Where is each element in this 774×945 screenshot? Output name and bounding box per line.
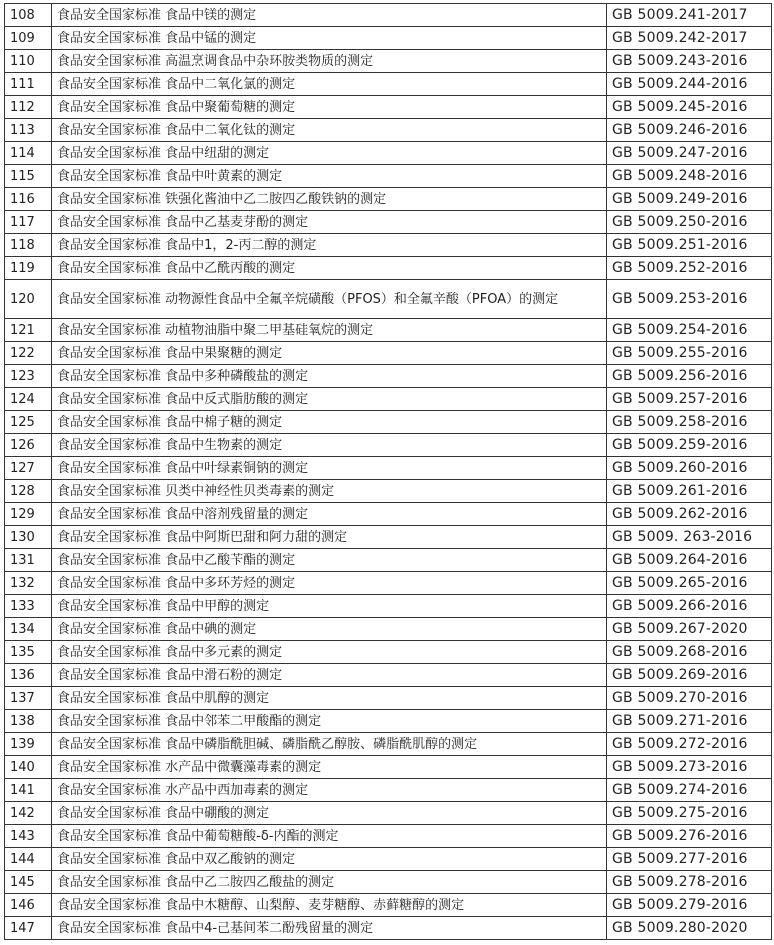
table-row xyxy=(5,27,772,50)
standard-name-cell: 食品安全国家标准 食品中纽甜的测定 xyxy=(52,142,607,165)
standard-name-cell: 食品安全国家标准 食品中乙酰丙酸的测定 xyxy=(52,257,607,280)
standard-code-cell: GB 5009.258-2016 xyxy=(607,411,772,434)
standard-name-cell: 食品安全国家标准 食品中阿斯巴甜和阿力甜的测定 xyxy=(52,526,607,549)
row-number-cell: 117 xyxy=(5,211,52,234)
table-row xyxy=(5,142,772,165)
row-number-cell: 121 xyxy=(5,319,52,342)
row-number-cell: 119 xyxy=(5,257,52,280)
standard-code-cell: GB 5009.269-2016 xyxy=(607,664,772,687)
row-number-cell: 135 xyxy=(5,641,52,664)
standard-name-cell: 食品安全国家标准 食品中多环芳烃的测定 xyxy=(52,572,607,595)
standard-code-cell: GB 5009.253-2016 xyxy=(607,280,772,319)
row-number-cell: 118 xyxy=(5,234,52,257)
row-number-cell: 129 xyxy=(5,503,52,526)
row-number-cell: 147 xyxy=(5,917,52,940)
standard-code-cell: GB 5009.266-2016 xyxy=(607,595,772,618)
table-row xyxy=(5,388,772,411)
table-row xyxy=(5,871,772,894)
row-number-cell: 146 xyxy=(5,894,52,917)
table-row xyxy=(5,211,772,234)
table-row xyxy=(5,549,772,572)
row-number-cell: 134 xyxy=(5,618,52,641)
standard-name-cell: 食品安全国家标准 贝类中神经性贝类毒素的测定 xyxy=(52,480,607,503)
table-row xyxy=(5,73,772,96)
table-row xyxy=(5,779,772,802)
standard-code-cell: GB 5009.254-2016 xyxy=(607,319,772,342)
row-number-cell: 120 xyxy=(5,280,52,319)
standard-code-cell: GB 5009.268-2016 xyxy=(607,641,772,664)
row-number-cell: 113 xyxy=(5,119,52,142)
table-row xyxy=(5,480,772,503)
table-row xyxy=(5,595,772,618)
standard-code-cell: GB 5009.243-2016 xyxy=(607,50,772,73)
row-number-cell: 138 xyxy=(5,710,52,733)
standard-name-cell: 食品安全国家标准 食品中滑石粉的测定 xyxy=(52,664,607,687)
row-number-cell: 132 xyxy=(5,572,52,595)
standard-name-cell: 食品安全国家标准 动植物油脂中聚二甲基硅氧烷的测定 xyxy=(52,319,607,342)
table-row xyxy=(5,572,772,595)
standard-name-cell: 食品安全国家标准 食品中乙二胺四乙酸盐的测定 xyxy=(52,871,607,894)
row-number-cell: 137 xyxy=(5,687,52,710)
standard-code-cell: GB 5009.280-2020 xyxy=(607,917,772,940)
standard-name-cell: 食品安全国家标准 食品中乙酸苄酯的测定 xyxy=(52,549,607,572)
table-row xyxy=(5,4,772,27)
standard-code-cell: GB 5009.261-2016 xyxy=(607,480,772,503)
row-number-cell: 126 xyxy=(5,434,52,457)
standard-code-cell: GB 5009.276-2016 xyxy=(607,825,772,848)
row-number-cell: 127 xyxy=(5,457,52,480)
standard-name-cell: 食品安全国家标准 食品中叶绿素铜钠的测定 xyxy=(52,457,607,480)
standard-code-cell: GB 5009.242-2017 xyxy=(607,27,772,50)
row-number-cell: 114 xyxy=(5,142,52,165)
standard-code-cell: GB 5009.277-2016 xyxy=(607,848,772,871)
standard-name-cell: 食品安全国家标准 食品中双乙酸钠的测定 xyxy=(52,848,607,871)
standard-name-cell: 食品安全国家标准 动物源性食品中全氟辛烷磺酸（PFOS）和全氟辛酸（PFOA）的测定 xyxy=(52,280,607,319)
standards-table xyxy=(4,3,772,940)
standard-name-cell: 食品安全国家标准 食品中二氧化钛的测定 xyxy=(52,119,607,142)
table-row xyxy=(5,119,772,142)
standard-code-cell: GB 5009. 263-2016 xyxy=(607,526,772,549)
standard-name-cell: 食品安全国家标准 食品中邻苯二甲酸酯的测定 xyxy=(52,710,607,733)
table-row xyxy=(5,756,772,779)
table-row xyxy=(5,188,772,211)
standard-code-cell: GB 5009.256-2016 xyxy=(607,365,772,388)
standard-name-cell: 食品安全国家标准 食品中4-己基间苯二酚残留量的测定 xyxy=(52,917,607,940)
row-number-cell: 109 xyxy=(5,27,52,50)
table-row xyxy=(5,733,772,756)
table-row xyxy=(5,526,772,549)
table-row xyxy=(5,618,772,641)
table-row xyxy=(5,342,772,365)
row-number-cell: 108 xyxy=(5,4,52,27)
standard-name-cell: 食品安全国家标准 食品中镁的测定 xyxy=(52,4,607,27)
table-row xyxy=(5,434,772,457)
table-row xyxy=(5,802,772,825)
standard-name-cell: 食品安全国家标准 食品中1，2-丙二醇的测定 xyxy=(52,234,607,257)
standard-code-cell: GB 5009.272-2016 xyxy=(607,733,772,756)
table-row xyxy=(5,319,772,342)
row-number-cell: 123 xyxy=(5,365,52,388)
table-row xyxy=(5,234,772,257)
row-number-cell: 131 xyxy=(5,549,52,572)
standard-name-cell: 食品安全国家标准 食品中棉子糖的测定 xyxy=(52,411,607,434)
standard-code-cell: GB 5009.273-2016 xyxy=(607,756,772,779)
standard-code-cell: GB 5009.255-2016 xyxy=(607,342,772,365)
standards-table-body xyxy=(5,4,772,940)
standard-name-cell: 食品安全国家标准 食品中木糖醇、山梨醇、麦芽糖醇、赤藓糖醇的测定 xyxy=(52,894,607,917)
table-row xyxy=(5,641,772,664)
row-number-cell: 125 xyxy=(5,411,52,434)
standard-code-cell: GB 5009.275-2016 xyxy=(607,802,772,825)
standard-name-cell: 食品安全国家标准 水产品中西加毒素的测定 xyxy=(52,779,607,802)
standard-code-cell: GB 5009.257-2016 xyxy=(607,388,772,411)
standard-name-cell: 食品安全国家标准 高温烹调食品中杂环胺类物质的测定 xyxy=(52,50,607,73)
row-number-cell: 116 xyxy=(5,188,52,211)
standard-code-cell: GB 5009.264-2016 xyxy=(607,549,772,572)
row-number-cell: 143 xyxy=(5,825,52,848)
table-row xyxy=(5,257,772,280)
standard-code-cell: GB 5009.245-2016 xyxy=(607,96,772,119)
standard-name-cell: 食品安全国家标准 食品中乙基麦芽酚的测定 xyxy=(52,211,607,234)
table-row xyxy=(5,825,772,848)
standard-code-cell: GB 5009.252-2016 xyxy=(607,257,772,280)
row-number-cell: 128 xyxy=(5,480,52,503)
standard-code-cell: GB 5009.262-2016 xyxy=(607,503,772,526)
table-row xyxy=(5,848,772,871)
row-number-cell: 124 xyxy=(5,388,52,411)
standard-name-cell: 食品安全国家标准 食品中生物素的测定 xyxy=(52,434,607,457)
standard-name-cell: 食品安全国家标准 食品中硼酸的测定 xyxy=(52,802,607,825)
standard-code-cell: GB 5009.250-2016 xyxy=(607,211,772,234)
row-number-cell: 144 xyxy=(5,848,52,871)
standard-name-cell: 食品安全国家标准 食品中多种磷酸盐的测定 xyxy=(52,365,607,388)
row-number-cell: 130 xyxy=(5,526,52,549)
row-number-cell: 110 xyxy=(5,50,52,73)
standard-name-cell: 食品安全国家标准 水产品中微囊藻毒素的测定 xyxy=(52,756,607,779)
table-row xyxy=(5,894,772,917)
standard-name-cell: 食品安全国家标准 食品中甲醇的测定 xyxy=(52,595,607,618)
standard-name-cell: 食品安全国家标准 食品中溶剂残留量的测定 xyxy=(52,503,607,526)
standard-code-cell: GB 5009.274-2016 xyxy=(607,779,772,802)
standard-name-cell: 食品安全国家标准 食品中碘的测定 xyxy=(52,618,607,641)
row-number-cell: 140 xyxy=(5,756,52,779)
row-number-cell: 136 xyxy=(5,664,52,687)
row-number-cell: 145 xyxy=(5,871,52,894)
table-row xyxy=(5,96,772,119)
table-row xyxy=(5,664,772,687)
table-row xyxy=(5,457,772,480)
table-row xyxy=(5,365,772,388)
standard-code-cell: GB 5009.249-2016 xyxy=(607,188,772,211)
standard-code-cell: GB 5009.270-2016 xyxy=(607,687,772,710)
standard-name-cell: 食品安全国家标准 食品中聚葡萄糖的测定 xyxy=(52,96,607,119)
standard-name-cell: 食品安全国家标准 食品中多元素的测定 xyxy=(52,641,607,664)
standard-name-cell: 食品安全国家标准 食品中叶黄素的测定 xyxy=(52,165,607,188)
standard-code-cell: GB 5009.251-2016 xyxy=(607,234,772,257)
row-number-cell: 141 xyxy=(5,779,52,802)
standard-name-cell: 食品安全国家标准 食品中反式脂肪酸的测定 xyxy=(52,388,607,411)
row-number-cell: 115 xyxy=(5,165,52,188)
standard-code-cell: GB 5009.244-2016 xyxy=(607,73,772,96)
standard-name-cell: 食品安全国家标准 食品中锰的测定 xyxy=(52,27,607,50)
table-row xyxy=(5,165,772,188)
standard-code-cell: GB 5009.260-2016 xyxy=(607,457,772,480)
row-number-cell: 133 xyxy=(5,595,52,618)
standard-name-cell: 食品安全国家标准 食品中磷脂酰胆碱、磷脂酰乙醇胺、磷脂酰肌醇的测定 xyxy=(52,733,607,756)
table-row xyxy=(5,687,772,710)
standard-name-cell: 食品安全国家标准 食品中肌醇的测定 xyxy=(52,687,607,710)
table-row xyxy=(5,280,772,319)
standard-code-cell: GB 5009.246-2016 xyxy=(607,119,772,142)
table-row xyxy=(5,411,772,434)
standard-name-cell: 食品安全国家标准 铁强化酱油中乙二胺四乙酸铁钠的测定 xyxy=(52,188,607,211)
standard-code-cell: GB 5009.248-2016 xyxy=(607,165,772,188)
standard-code-cell: GB 5009.241-2017 xyxy=(607,4,772,27)
row-number-cell: 122 xyxy=(5,342,52,365)
standard-code-cell: GB 5009.267-2020 xyxy=(607,618,772,641)
standard-code-cell: GB 5009.278-2016 xyxy=(607,871,772,894)
standard-code-cell: GB 5009.247-2016 xyxy=(607,142,772,165)
standard-name-cell: 食品安全国家标准 食品中果聚糖的测定 xyxy=(52,342,607,365)
table-row xyxy=(5,710,772,733)
table-row xyxy=(5,503,772,526)
row-number-cell: 111 xyxy=(5,73,52,96)
table-row xyxy=(5,50,772,73)
standard-name-cell: 食品安全国家标准 食品中葡萄糖酸-δ-内酯的测定 xyxy=(52,825,607,848)
row-number-cell: 139 xyxy=(5,733,52,756)
row-number-cell: 112 xyxy=(5,96,52,119)
standard-code-cell: GB 5009.279-2016 xyxy=(607,894,772,917)
standard-code-cell: GB 5009.265-2016 xyxy=(607,572,772,595)
table-row xyxy=(5,917,772,940)
standard-name-cell: 食品安全国家标准 食品中二氧化氯的测定 xyxy=(52,73,607,96)
standard-code-cell: GB 5009.259-2016 xyxy=(607,434,772,457)
row-number-cell: 142 xyxy=(5,802,52,825)
standard-code-cell: GB 5009.271-2016 xyxy=(607,710,772,733)
